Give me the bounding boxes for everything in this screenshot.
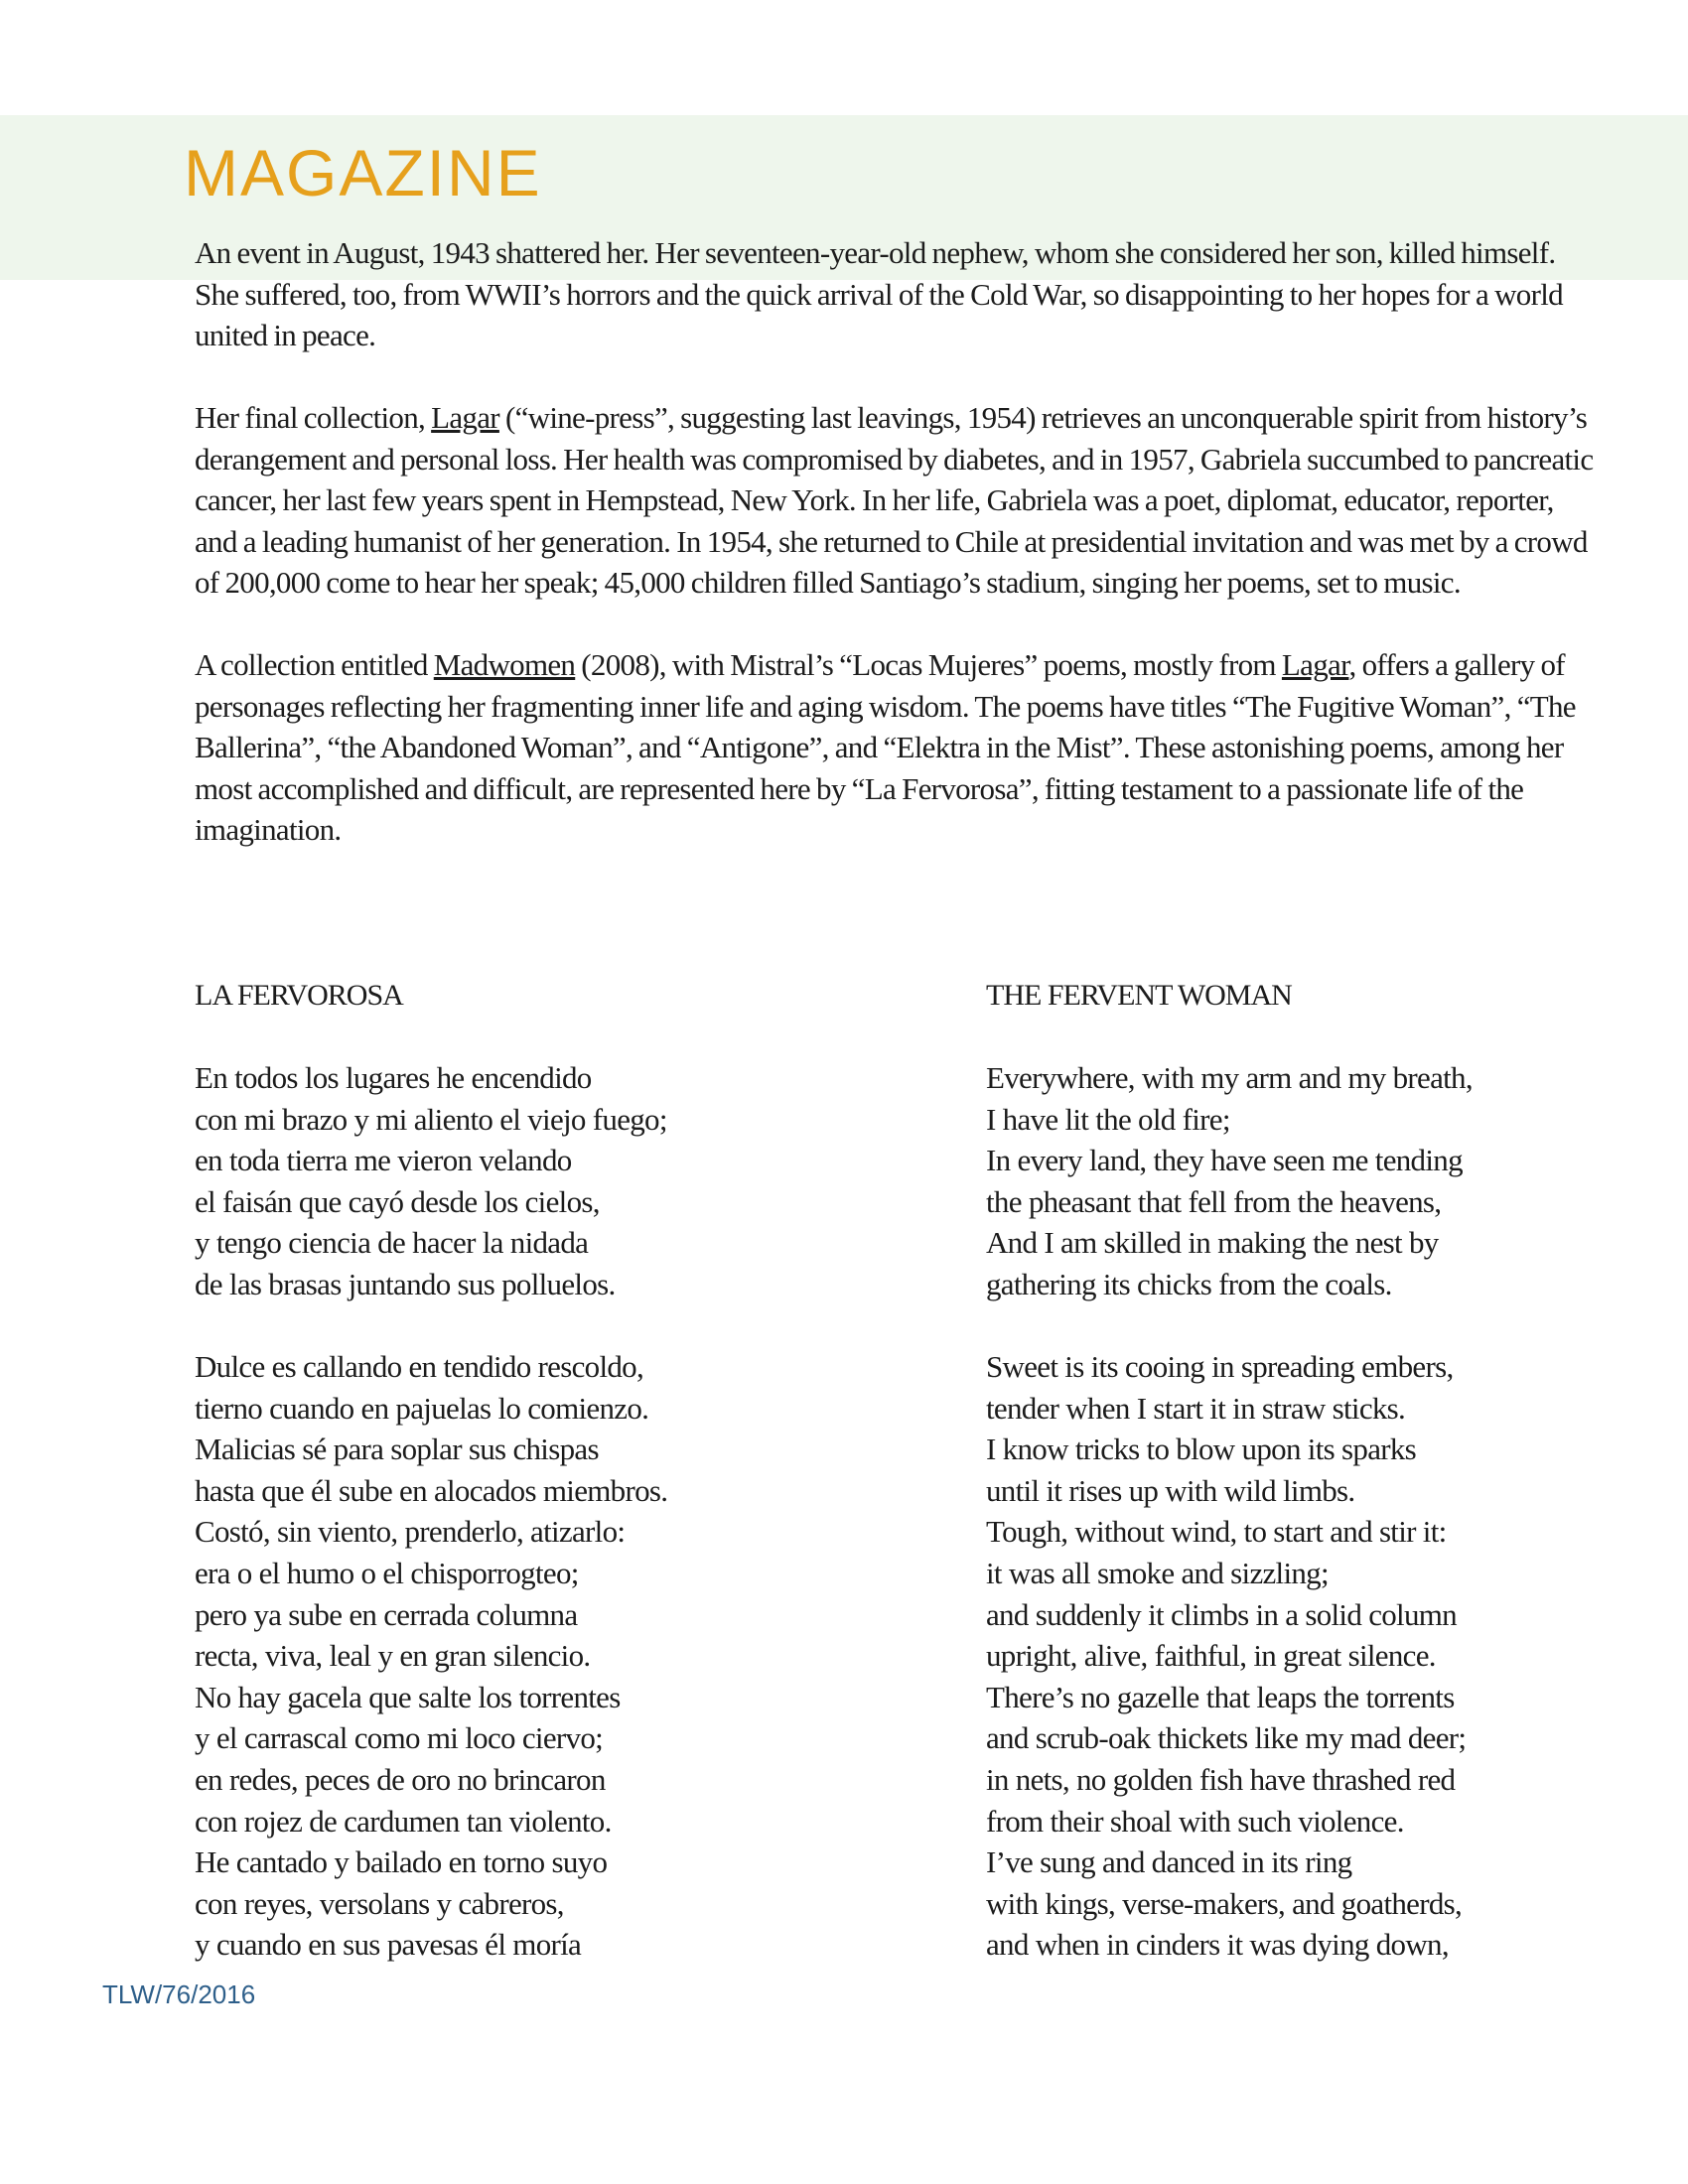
poem-line: I know tricks to blow upon its sparks — [986, 1432, 1417, 1467]
book-title-lagar: Lagar — [431, 400, 499, 435]
poem-line: There’s no gazelle that leaps the torrents — [986, 1679, 1455, 1714]
poem-line: it was all smoke and sizzling; — [986, 1556, 1329, 1591]
poem-line: en toda tierra me vieron velando — [195, 1143, 572, 1178]
paragraph-2-rest: (“wine-press”, suggesting last leavings, 1954) retrieves an unconquerable spirit from history’s derangement and personal loss. Her health was compromised by diabetes, and in 1957, Gabriela succumbed to pancreatic cancer, her last few years spent in Hempstead, New York. In her life, Gabriela was a poet, diplomat, educator, reporter, and a leading humanist of her generation. In 1954, she returned to Chile at presidential invitation and was met by a crowd of 200,000 come to hear her speak; 45,000 children filled Santiago’s stadium, singing her poems, set to music. — [195, 400, 1594, 600]
poem-spanish-title: LA FERVOROSA — [195, 979, 403, 1012]
paragraph-1: An event in August, 1943 shattered her. Her seventeen-year-old nephew, whom she considered her son, killed himself. She suffered, too, from WWII’s horrors and the quick arrival of the Cold War, so disappointing to her hopes for a world united in peace. — [195, 235, 1563, 352]
poem-line: Everywhere, with my arm and my breath, — [986, 1060, 1473, 1095]
poem-line: I’ve sung and danced in its ring — [986, 1844, 1352, 1880]
poem-line: and when in cinders it was dying down, — [986, 1927, 1449, 1963]
poem-line: era o el humo o el chisporrogteo; — [195, 1556, 579, 1591]
poem-line: con reyes, versolans y cabreros, — [195, 1885, 564, 1921]
poem-line: con rojez de cardumen tan violento. — [195, 1803, 612, 1839]
poem-spanish — [195, 975, 910, 2006]
magazine-title: MAGAZINE — [184, 136, 542, 209]
paragraph-2 — [195, 397, 1597, 604]
poem-line: tierno cuando en pajuelas lo comienzo. — [195, 1390, 649, 1426]
issue-footer: TLW/76/2016 — [102, 1979, 256, 2009]
poem-line: until it rises up with wild limbs. — [986, 1472, 1355, 1508]
poem-line: recta, viva, leal y en gran silencio. — [195, 1638, 591, 1674]
poem-english-title: THE FERVENT WOMAN — [986, 979, 1292, 1012]
paragraph-3-middle: (2008), with Mistral’s “Locas Mujeres” poems, mostly from — [581, 647, 1276, 682]
poem-line: Dulce es callando en tendido rescoldo, — [195, 1349, 644, 1385]
poem-line: from their shoal with such violence. — [986, 1803, 1404, 1839]
poem-line: hasta que él sube en alocados miembros. — [195, 1472, 668, 1508]
poem-line: y cuando en sus pavesas él moría — [195, 1927, 582, 1963]
poem-spanish-stanza-2 — [195, 1346, 910, 1966]
poem-english — [986, 975, 1621, 2006]
book-title-lagar-2: Lagar — [1281, 647, 1349, 682]
poem-line: in nets, no golden fish have thrashed red — [986, 1762, 1456, 1797]
poem-line: upright, alive, faithful, in great silence. — [986, 1638, 1436, 1674]
poem-english-stanza-1 — [986, 1057, 1621, 1305]
poem-line: y tengo ciencia de hacer la nidada — [195, 1225, 589, 1261]
poem-line: gathering its chicks from the coals. — [986, 1266, 1392, 1301]
poem-line: and scrub-oak thickets like my mad deer; — [986, 1720, 1467, 1756]
paragraph-2-intro: Her final collection, — [195, 400, 426, 435]
poem-english-stanza-2 — [986, 1346, 1621, 1966]
poem-line: Sweet is its cooing in spreading embers, — [986, 1349, 1454, 1385]
article-body — [195, 232, 1597, 891]
poem-line: y el carrascal como mi loco ciervo; — [195, 1720, 604, 1756]
poem-spanish-stanza-1 — [195, 1057, 910, 1305]
poem-line: In every land, they have seen me tending — [986, 1143, 1463, 1178]
poem-line: Tough, without wind, to start and stir it: — [986, 1514, 1447, 1550]
poem-line: and suddenly it climbs in a solid column — [986, 1596, 1457, 1632]
paragraph-3 — [195, 644, 1597, 851]
book-title-madwomen: Madwomen — [433, 647, 576, 682]
poem-line: No hay gacela que salte los torrentes — [195, 1679, 621, 1714]
poem-line: He cantado y bailado en torno suyo — [195, 1844, 608, 1880]
poem-line: pero ya sube en cerrada columna — [195, 1596, 578, 1632]
paragraph-3-intro: A collection entitled — [195, 647, 428, 682]
poem-line: tender when I start it in straw sticks. — [986, 1390, 1406, 1426]
poem-line: with kings, verse-makers, and goatherds, — [986, 1885, 1463, 1921]
paragraph-3-rest: , offers a gallery of personages reflecting her fragmenting inner life and aging wisdom. The poems have titles “The Fugitive Woman”, “The Ballerina”, “the Abandoned Woman”, and “Antigone”, and “Elektra in the Mist”. These astonishing poems, among her most accomplished and difficult, are represented here by “La Fervorosa”, fitting testament to a passionate life of the imagination. — [195, 647, 1576, 847]
poem-line: Costó, sin viento, prenderlo, atizarlo: — [195, 1514, 626, 1550]
poem-line: con mi brazo y mi aliento el viejo fuego; — [195, 1101, 667, 1137]
poem-line: Malicias sé para soplar sus chispas — [195, 1432, 599, 1467]
poem-line: el faisán que cayó desde los cielos, — [195, 1183, 600, 1219]
poem-line: En todos los lugares he encendido — [195, 1060, 592, 1095]
poem-line: en redes, peces de oro no brincaron — [195, 1762, 606, 1797]
poem-line: I have lit the old fire; — [986, 1101, 1230, 1137]
poem-line: the pheasant that fell from the heavens, — [986, 1183, 1442, 1219]
poem-line: de las brasas juntando sus polluelos. — [195, 1266, 616, 1301]
poem-line: And I am skilled in making the nest by — [986, 1225, 1439, 1261]
